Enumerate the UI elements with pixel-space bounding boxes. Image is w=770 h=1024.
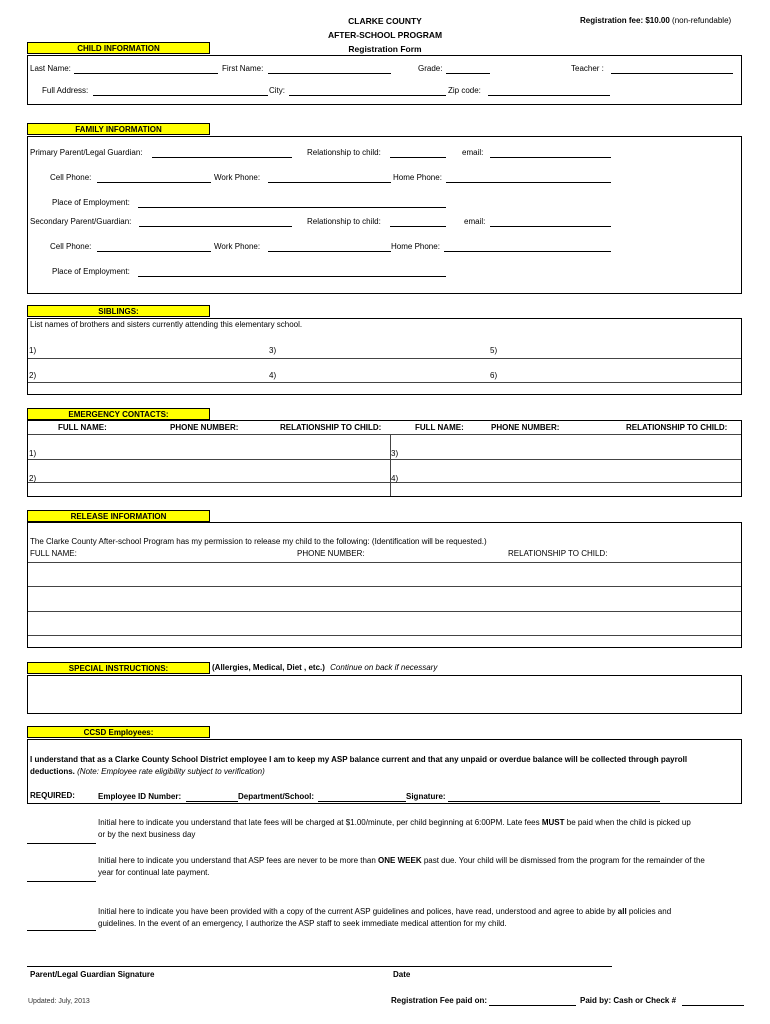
primary-email-label: email: <box>462 148 484 157</box>
initial-item-3 <box>98 906 698 930</box>
program-title: AFTER-SCHOOL PROGRAM <box>327 30 443 40</box>
secondary-work-field[interactable] <box>268 242 391 252</box>
sibling-num-4: 4) <box>269 371 277 380</box>
special-examples-text: (Allergies, Medical, Diet , etc.) <box>212 663 325 672</box>
sibling-num-6: 6) <box>490 371 498 380</box>
emergency-num-4: 4) <box>391 474 399 483</box>
secondary-employment-label: Place of Employment: <box>52 267 130 276</box>
primary-relationship-label: Relationship to child: <box>307 148 381 157</box>
primary-cell-field[interactable] <box>97 173 211 183</box>
special-instructions-tab: SPECIAL INSTRUCTIONS: <box>27 662 210 674</box>
department-field[interactable] <box>318 792 406 802</box>
secondary-email-label: email: <box>464 217 486 226</box>
initial-field-3[interactable] <box>27 921 96 931</box>
signature-label: Signature: <box>406 792 446 801</box>
special-instructions-box[interactable] <box>27 675 742 714</box>
secondary-home-field[interactable] <box>444 242 611 252</box>
sibling-num-1: 1) <box>29 346 37 355</box>
primary-guardian-label: Primary Parent/Legal Guardian: <box>30 148 143 157</box>
sibling-num-5: 5) <box>490 346 498 355</box>
primary-home-label: Home Phone: <box>393 173 442 182</box>
siblings-tab: SIBLINGS: <box>27 305 210 317</box>
last-name-label: Last Name: <box>30 64 71 73</box>
secondary-work-label: Work Phone: <box>214 242 261 251</box>
primary-employment-label: Place of Employment: <box>52 198 130 207</box>
county-title: CLARKE COUNTY <box>348 16 422 26</box>
emergency-num-2: 2) <box>29 474 37 483</box>
release-relationship-header: RELATIONSHIP TO CHILD: <box>508 549 608 558</box>
ccsd-tab: CCSD Employees: <box>27 726 210 738</box>
primary-employment-field[interactable] <box>138 198 446 208</box>
fee-paid-on-field[interactable] <box>489 996 576 1006</box>
siblings-box <box>27 318 742 395</box>
required-label: REQUIRED: <box>30 791 75 800</box>
special-note: Continue on back if necessary <box>330 663 438 672</box>
initial-item-2 <box>98 855 708 879</box>
address-field[interactable] <box>93 86 268 96</box>
child-info-box <box>27 55 742 105</box>
sibling-num-2: 2) <box>29 371 37 380</box>
initial-item-1-bold: MUST <box>541 818 565 827</box>
ccsd-note: (Note: Employee rate eligibility subject to verification) <box>77 767 265 776</box>
primary-work-field[interactable] <box>268 173 391 183</box>
emergency-phone-header-left: PHONE NUMBER: <box>170 423 239 432</box>
paid-by-label: Paid by: Cash or Check # <box>580 996 677 1005</box>
initial-item-3-bold: all <box>617 907 627 916</box>
siblings-instructions: List names of brothers and sisters currently attending this elementary school. <box>30 320 303 329</box>
fee-label: Registration fee: $10.00 <box>580 16 670 25</box>
secondary-guardian-label: Secondary Parent/Guardian: <box>30 217 132 226</box>
parent-signature-line[interactable] <box>27 966 612 967</box>
emergency-name-header-left: FULL NAME: <box>58 423 107 432</box>
check-number-field[interactable] <box>682 996 744 1006</box>
release-phone-header: PHONE NUMBER: <box>297 549 365 558</box>
city-field[interactable] <box>289 86 446 96</box>
last-name-field[interactable] <box>74 64 218 74</box>
employee-id-field[interactable] <box>186 792 238 802</box>
release-name-header: FULL NAME: <box>30 549 77 558</box>
secondary-cell-label: Cell Phone: <box>50 242 92 251</box>
emergency-tab: EMERGENCY CONTACTS: <box>27 408 210 420</box>
employee-signature-field[interactable] <box>448 792 660 802</box>
address-label: Full Address: <box>42 86 89 95</box>
special-examples <box>212 663 437 672</box>
emergency-relationship-header-left: RELATIONSHIP TO CHILD: <box>280 423 382 432</box>
secondary-guardian-field[interactable] <box>139 217 292 227</box>
initial-item-3-text-a: Initial here to indicate you have been provided with a copy of the current ASP guidelines and polices, have read, understood and agree to abide by <box>98 907 618 916</box>
zip-label: Zip code: <box>448 86 481 95</box>
ccsd-statement <box>30 754 730 778</box>
fee-paid-on-label: Registration Fee paid on: <box>391 996 488 1005</box>
initial-item-2-text-a: Initial here to indicate you understand that ASP fees are never to be more than <box>98 856 379 865</box>
primary-guardian-field[interactable] <box>152 148 292 158</box>
release-statement: The Clarke County After-school Program has my permission to release my child to the following: (Identification will be requested.) <box>30 537 487 546</box>
child-info-tab: CHILD INFORMATION <box>27 42 210 54</box>
initial-field-1[interactable] <box>27 834 96 844</box>
emergency-name-header-right: FULL NAME: <box>415 423 464 432</box>
teacher-label: Teacher : <box>571 64 604 73</box>
emergency-relationship-header-right: RELATIONSHIP TO CHILD: <box>626 423 728 432</box>
fee-note: (non-refundable) <box>672 16 732 25</box>
registration-fee <box>580 16 731 25</box>
zip-field[interactable] <box>488 86 610 96</box>
grade-field[interactable] <box>446 64 490 74</box>
emergency-num-3: 3) <box>391 449 399 458</box>
primary-email-field[interactable] <box>490 148 611 158</box>
teacher-field[interactable] <box>611 64 733 74</box>
parent-signature-label: Parent/Legal Guardian Signature <box>30 970 155 979</box>
initial-item-1-text-a: Initial here to indicate you understand that late fees will be charged at $1.00/minute, per child beginning at 6:00PM. Late fees <box>98 818 542 827</box>
family-info-tab: FAMILY INFORMATION <box>27 123 210 135</box>
updated-date: Updated: July, 2013 <box>28 998 90 1005</box>
emergency-phone-header-right: PHONE NUMBER: <box>491 423 560 432</box>
initial-item-3-text-b: policies and guidelines. In the event of an emergency, I authorize the ASP staff to seek immediate medical attention for my child. <box>98 907 672 928</box>
sibling-num-3: 3) <box>269 346 277 355</box>
form-title: Registration Form <box>348 44 422 54</box>
initial-item-1 <box>98 817 698 841</box>
emergency-num-1: 1) <box>29 449 37 458</box>
initial-item-2-bold: ONE WEEK <box>378 856 422 865</box>
secondary-relationship-field[interactable] <box>390 217 446 227</box>
date-label: Date <box>393 970 411 979</box>
primary-home-field[interactable] <box>446 173 611 183</box>
grade-label: Grade: <box>418 64 443 73</box>
employee-id-label: Employee ID Number: <box>98 792 182 801</box>
initial-item-2-text-b: past due. Your child will be dismissed from the program for the remainder of the year for continual late payment. <box>98 856 705 877</box>
department-label: Department/School: <box>238 792 315 801</box>
secondary-cell-field[interactable] <box>97 242 211 252</box>
primary-relationship-field[interactable] <box>390 148 446 158</box>
first-name-field[interactable] <box>268 64 391 74</box>
secondary-home-label: Home Phone: <box>391 242 440 251</box>
ccsd-statement-text: I understand that as a Clarke County School District employee I am to keep my ASP balance current and that any unpaid or overdue balance will be collected through payroll deductions. <box>30 755 688 776</box>
secondary-employment-field[interactable] <box>138 267 446 277</box>
secondary-relationship-label: Relationship to child: <box>307 217 381 226</box>
primary-cell-label: Cell Phone: <box>50 173 92 182</box>
primary-work-label: Work Phone: <box>214 173 261 182</box>
secondary-email-field[interactable] <box>490 217 611 227</box>
release-tab: RELEASE INFORMATION <box>27 510 210 522</box>
city-label: City: <box>269 86 285 95</box>
initial-field-2[interactable] <box>27 872 96 882</box>
initial-item-1-text-b: be paid when the child is picked up or by the next business day <box>98 818 691 839</box>
first-name-label: First Name: <box>222 64 264 73</box>
